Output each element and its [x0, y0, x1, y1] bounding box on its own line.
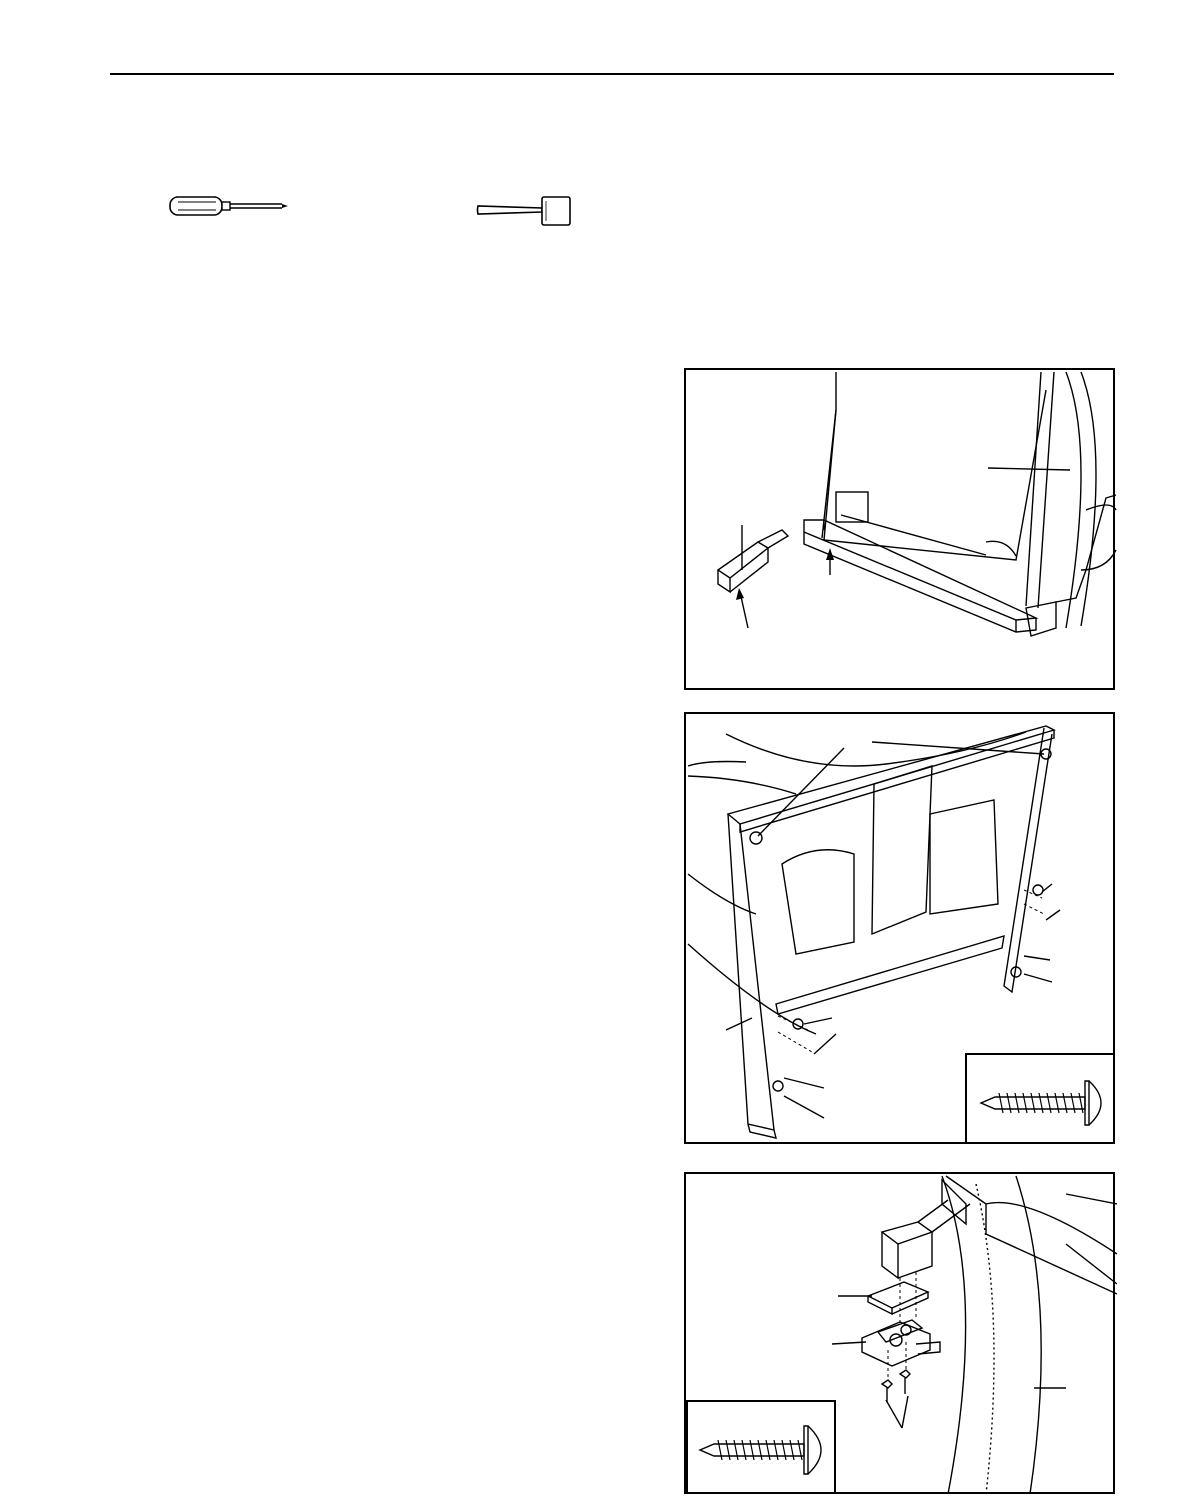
screw-inset	[965, 1053, 1115, 1144]
screw-icon	[967, 1055, 1113, 1142]
step-3-upright-figure	[684, 1172, 1115, 1494]
step-1-base-figure	[684, 368, 1115, 690]
screw-icon	[688, 1402, 834, 1492]
screw-inset	[686, 1400, 836, 1494]
phillips-screwdriver-icon	[168, 193, 292, 224]
step-2-frame-figure	[684, 712, 1115, 1144]
rubber-mallet-icon	[474, 193, 574, 232]
header-rule	[110, 73, 1114, 75]
treadmill-base-illustration	[686, 370, 1117, 692]
